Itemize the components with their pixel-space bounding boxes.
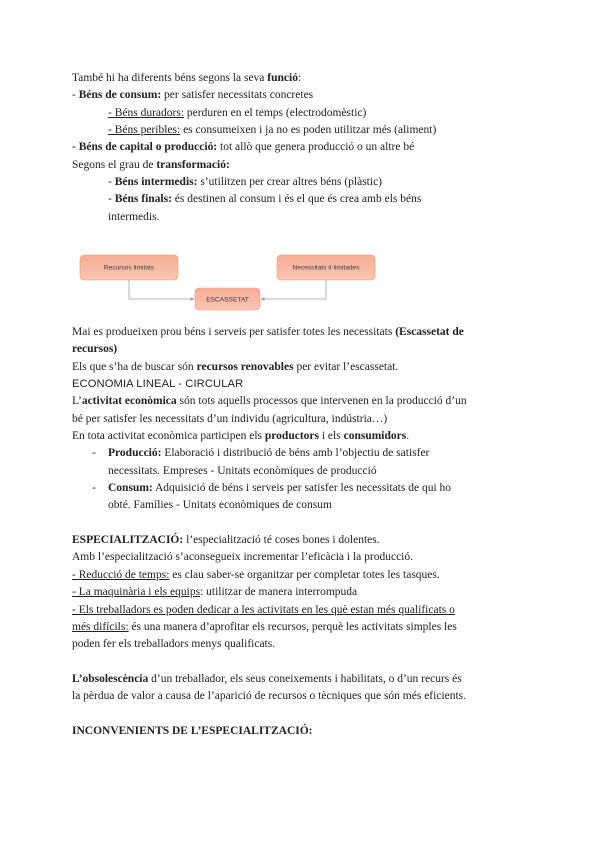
capital-goods-line [72, 139, 436, 156]
perishable-goods-line [72, 122, 436, 139]
consumer-goods-line [72, 87, 436, 104]
perishable-goods-text: es consumeixen i ja no es poden utilitzar més (aliment) [180, 124, 437, 137]
arrow-left-to-scarcity [129, 280, 194, 299]
activity-bold: activitat econòmica [81, 395, 177, 408]
durable-goods-text: perduren en el temps (electrodomèstic) [184, 106, 367, 119]
scarcity-text: Mai es produeixen prou béns i serveis per satisfer totes les necessitats [72, 326, 396, 338]
final-goods-dash: - [108, 193, 115, 206]
function-intro-text: També hi ha diferents béns segons la seva [72, 72, 268, 84]
drawbacks-heading: INCONVENIENTS DE L’ESPECIALITZACIÓ: [72, 724, 313, 737]
activity-prefix: L’ [72, 395, 82, 408]
workers-label-1: - Els treballadors es poden dedicar a les activitats en les què estan més qualificats o [72, 603, 455, 616]
list-bullet: - [92, 447, 96, 460]
activity-text-1: són tots aquells processos que intervenen en la producció d’un [176, 395, 467, 408]
consumer-goods-text: per satisfer necessitats concretes [161, 89, 314, 102]
function-intro-bold: funció [267, 72, 298, 84]
capital-goods-dash: - [72, 141, 79, 154]
final-goods-text-1: és destinen al consum i és el que és crea amb els béns [171, 193, 422, 206]
transformation-intro-text: Segons el grau de [72, 158, 157, 171]
workers-text-2: és una manera d’aprofitar els recursos, perquè les activitats simples les [128, 620, 457, 633]
final-goods-line-1 [72, 191, 436, 208]
transformation-intro-bold: transformació: [156, 158, 230, 171]
specialization-heading-line [72, 532, 467, 549]
specialization-heading-text: l’especialització té coses bones i dolentes. [183, 534, 380, 547]
renewables-bold: recursos renovables [196, 360, 294, 373]
list-item-production-2 [72, 463, 467, 480]
participants-and: i els [318, 430, 344, 443]
durable-goods-label: - Béns duradors: [108, 106, 185, 119]
workers-line-2 [72, 619, 467, 636]
activity-line-1 [72, 393, 467, 410]
scarcity-box [195, 288, 260, 310]
machinery-text: : utilitzar de manera interrompuda [200, 586, 358, 599]
economy-heading: ECONOMIA LINEAL - CIRCULAR [72, 378, 244, 391]
perishable-goods-label: - Béns peribles: [108, 124, 181, 137]
obsolescence-line-1 [72, 671, 467, 688]
obsolescence-text-1: d’un treballador, els seus coneixements i habilitats, o d’un recurs és [148, 672, 462, 685]
capital-goods-label: Béns de capital o producció: [78, 141, 218, 154]
spacer [72, 706, 467, 723]
final-goods-label: Béns finals: [114, 193, 172, 206]
participants-line [72, 428, 467, 445]
participants-text: En tota activitat econòmica participen els [72, 430, 265, 443]
machinery-line [72, 584, 467, 601]
participants-producers: productors [264, 430, 319, 443]
activity-text-2: bé per satisfer les necessitats d’un individu (agricultura, indústria…) [72, 412, 388, 425]
scarcity-line-2 [72, 341, 467, 358]
renewables-end: per evitar l’escassetat. [293, 360, 399, 373]
function-intro-line [72, 70, 436, 87]
unlimited-needs-box [277, 255, 375, 280]
consumption-text-1: Adquisició de béns i serveis per satisfer les necessitats de qui ho [152, 482, 452, 495]
transformation-intro-line [72, 157, 436, 174]
renewables-text: Els que s’ha de buscar són [72, 360, 197, 373]
time-reduction-text: es clau saber-se organitzar per completar totes les tasques. [169, 568, 440, 581]
renewables-line [72, 359, 467, 376]
scarcity-diagram [70, 245, 390, 320]
production-text-2: necessitats. Empreses - Unitats econòmiques de producció [108, 464, 377, 477]
intermediate-goods-dash: - [108, 176, 115, 189]
goods-classification-section [72, 70, 436, 226]
final-goods-line-2 [72, 209, 436, 226]
workers-line-3 [72, 636, 467, 653]
obsolescence-bold: L’obsolescència [72, 672, 149, 685]
list-item-production-1 [72, 445, 467, 462]
obsolescence-text-2: la pèrdua de valor a causa de l’aparició de recursos o tècniques que són més eficients. [72, 690, 467, 703]
intermediate-goods-text: s’utilitzen per crear altres béns (plàstic) [197, 176, 383, 189]
list-bullet: - [92, 482, 96, 495]
workers-line-1 [72, 602, 467, 619]
obsolescence-line-2 [72, 688, 467, 705]
activity-line-2 [72, 411, 467, 428]
arrow-right-to-scarcity [261, 280, 326, 299]
final-goods-text-2: intermedis. [108, 210, 160, 223]
unlimited-needs-label: Necessitats il·limitades [292, 264, 360, 272]
production-label: Producció: [108, 447, 162, 460]
spacer [72, 654, 467, 671]
spacer [72, 515, 467, 532]
consumer-goods-label: Béns de consum: [78, 89, 162, 102]
list-item-consumption-2 [72, 497, 467, 514]
specialization-intro: Amb l’especialització s’aconsegueix incrementar l’eficàcia i la producció. [72, 551, 414, 564]
workers-label-2: més difícils: [72, 620, 129, 633]
intermediate-goods-label: Béns intermedis: [114, 176, 198, 189]
capital-goods-text: tot allò que genera producció o un altre bé [217, 141, 415, 154]
production-text-1: Elaboració i distribució de béns amb l’objectiu de satisfer [161, 447, 430, 460]
consumption-label: Consum: [108, 482, 153, 495]
drawbacks-heading-line [72, 723, 467, 740]
participants-end: . [406, 430, 410, 443]
intermediate-goods-line [72, 174, 436, 191]
limited-resources-label: Recursos limitats [103, 264, 155, 272]
list-item-consumption-1 [72, 480, 467, 497]
participants-consumers: consumidors [343, 430, 407, 443]
function-intro-colon: : [297, 72, 302, 84]
economy-section [72, 324, 467, 740]
consumption-text-2: obté. Famílies - Unitats econòmiques de consum [108, 499, 332, 512]
scarcity-line-1 [72, 324, 467, 341]
consumer-goods-dash: - [72, 89, 79, 102]
scarcity-bold-2: recursos) [72, 343, 118, 356]
limited-resources-box [80, 255, 178, 280]
scarcity-bold-1: (Escassetat de [395, 326, 464, 338]
scarcity-label: ESCASSETAT [206, 296, 249, 304]
workers-text-3: poden fer els treballadors menys qualificats. [72, 638, 276, 651]
specialization-heading: ESPECIALITZACIÓ: [72, 534, 184, 547]
time-reduction-label: - Reducció de temps: [72, 568, 170, 581]
time-reduction-line [72, 567, 467, 584]
durable-goods-line [72, 105, 436, 122]
machinery-label: - La maquinària i els equips [72, 586, 201, 599]
